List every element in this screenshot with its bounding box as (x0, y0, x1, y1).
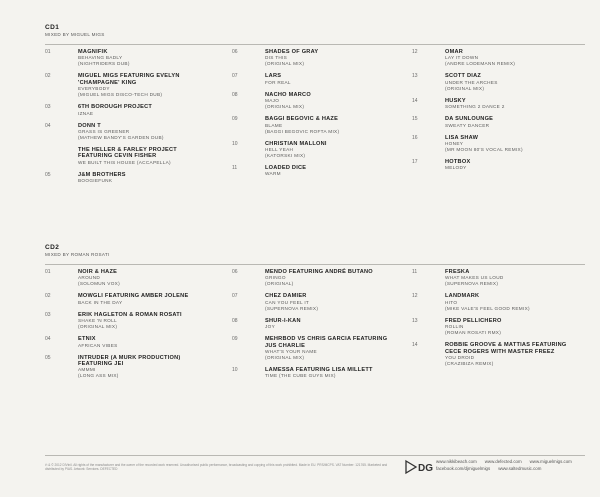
track-artist: MENDO FEATURING ANDRÉ BUTANO (265, 269, 373, 275)
track-title: (ORIGINAL) (265, 281, 294, 287)
track-artist: SHADES OF GRAY (265, 49, 319, 55)
track-number: 12 (412, 293, 418, 300)
track-artist: ETNIX (78, 336, 96, 343)
cd2-subtitle: MIXED BY ROMAN ROSATI (45, 252, 110, 257)
track-title: (MR MOON 80'S VOCAL REMIX) (445, 147, 523, 153)
track-artist: CHRISTIAN MALLONI (265, 140, 327, 147)
cd1-divider (45, 44, 585, 45)
label-logo-icon (405, 460, 431, 474)
track-number: 02 (45, 293, 51, 300)
track-number: 09 (232, 336, 238, 343)
track-item (232, 92, 397, 110)
cd1-subtitle: MIXED BY MIGUEL MIGS (45, 32, 105, 37)
track-title: AROUND (78, 275, 101, 281)
track-artist: MAGNIFIK (78, 49, 108, 55)
track-title: BACK IN THE DAY (78, 299, 123, 305)
track-number: 15 (412, 116, 418, 123)
track-number: 14 (412, 342, 418, 349)
track-title: MAJO (265, 98, 280, 104)
track-item (232, 116, 397, 134)
track-item (232, 269, 397, 287)
track-title: IZNAE (78, 110, 94, 116)
cd1-column-2 (232, 49, 397, 183)
track-item (232, 49, 397, 67)
footer-links (436, 458, 596, 472)
track-number: 04 (45, 336, 51, 343)
track-number: 06 (232, 49, 238, 55)
track-title: UNDER THE ARCHES (445, 79, 498, 85)
track-artist: FRESKA (445, 269, 470, 275)
track-item (232, 318, 397, 330)
track-title: (SUPERNOVA REMIX) (265, 305, 319, 311)
cd2-divider (45, 264, 585, 265)
track-number: 03 (45, 311, 51, 318)
track-artist: DA SUNLOUNGE (445, 116, 494, 123)
cd2-column-1 (45, 269, 210, 385)
track-title: DIS THIS (265, 55, 288, 61)
track-title: SOMETHING 2 DANCE 2 (445, 104, 505, 110)
track-artist: DONN T (78, 122, 101, 129)
track-artist: LARS (265, 73, 282, 80)
track-item (232, 336, 397, 361)
track-item (45, 355, 210, 380)
track-number: 10 (232, 367, 238, 374)
cd2-header (45, 244, 110, 257)
track-artist: SCOTT DIAZ (445, 73, 482, 80)
track-artist: SHUR-I-KAN (265, 317, 301, 324)
track-number: 17 (412, 159, 418, 166)
track-artist: HOTBOX (445, 159, 471, 166)
track-item (232, 293, 397, 311)
track-number: 16 (412, 134, 418, 141)
track-artist: J&M BROTHERS (78, 171, 126, 178)
track-artist: HUSKY (445, 97, 466, 104)
track-item (412, 318, 577, 336)
track-number: 08 (232, 317, 238, 324)
track-title: (ANDRE LODEMANN REMIX) (445, 61, 516, 67)
track-item (412, 98, 577, 110)
track-title: (SUPERNOVA REMIX) (445, 281, 499, 287)
track-item (412, 293, 577, 311)
track-title: HONEY (445, 141, 464, 147)
track-item (45, 147, 210, 166)
track-number: 04 (45, 122, 51, 129)
track-item (45, 49, 210, 67)
cd1-header (45, 24, 105, 37)
track-item (45, 104, 210, 116)
track-number: 05 (45, 354, 51, 361)
track-title: WHAT'S YOUR NAME (265, 349, 317, 355)
footer-link[interactable]: www.miguelmigs.com (529, 459, 572, 464)
track-artist: OMAR (445, 49, 464, 55)
track-artist: LOADED DICE (265, 165, 307, 172)
track-title: ROLLIN (445, 324, 464, 330)
track-number: 06 (232, 269, 238, 275)
track-title: (ROMAN ROSATI RMX) (445, 330, 502, 336)
track-item (412, 269, 577, 287)
track-title: YOU DROID (445, 355, 475, 361)
track-number: 02 (45, 73, 51, 80)
track-title: JOY (265, 324, 276, 330)
footer-links-row-1 (436, 458, 596, 465)
track-title: MELODY (445, 165, 467, 171)
footer-link[interactable]: www.defected.com (484, 459, 522, 464)
track-item (412, 342, 577, 367)
track-artist: 6TH BOROUGH PROJECT (78, 104, 153, 111)
footer-link[interactable]: facebook.com/djmiguelmigs (436, 466, 491, 471)
track-artist: ERIK HAGLETON & ROMAN ROSATI (78, 311, 182, 318)
track-number: 01 (45, 49, 51, 55)
track-title: HELL YEAH (265, 147, 294, 153)
track-number: 01 (45, 269, 51, 275)
track-title: FOR REAL (265, 79, 291, 85)
track-item (45, 269, 210, 287)
track-title: WE BUILT THIS HOUSE (ACCAPELLA) (78, 159, 171, 165)
track-artist: CHEZ DAMIER (265, 293, 307, 300)
track-item (412, 116, 577, 128)
track-title: EVERYBODY (78, 86, 110, 92)
track-artist: MOWGLI FEATURING AMBER JOLENE (78, 293, 189, 300)
track-item (45, 293, 210, 305)
track-number: 03 (45, 104, 51, 111)
cd1-column-1 (45, 49, 210, 190)
track-number: 08 (232, 91, 238, 98)
track-artist: THE HELLER & FARLEY PROJECT FEATURING CEVIN FISHER (78, 147, 177, 160)
track-title: (NIGHTRIDERS DUB) (78, 61, 130, 67)
track-item (232, 141, 397, 159)
track-item (232, 165, 397, 177)
track-artist: FRED PELLICHERO (445, 317, 502, 324)
legal-text: ℗ & © 2012 D!Vinil. All rights of the manufacturer and the owner of the recorded work reserved. Unauthorised public performance, broadcasting and copying of this work prohibited. Made in EU. PRS/MCPS. VAT Number: 121765. Marketed and distributed by PIAS. Artwork: Services. DEFECTED (45, 463, 388, 472)
track-artist: NOIR & HAZE (78, 269, 118, 275)
track-item (232, 367, 397, 379)
track-artist: MIGUEL MIGS FEATURING EVELYN 'CHAMPAGNE' KING (78, 73, 180, 86)
track-title: (ORIGINAL MIX) (265, 104, 305, 110)
track-title: WARM (265, 171, 281, 177)
track-artist: BAGGI BEGOVIC & HAZE (265, 116, 339, 123)
track-title: GRASS IS GREENER (78, 129, 130, 135)
track-title: (KATORSKI MIX) (265, 153, 306, 159)
track-title: BEHAVING BADLY (78, 55, 123, 61)
track-artist: NACHO MARCO (265, 91, 311, 98)
track-title: SWEATY DANCER (445, 122, 490, 128)
track-title: BLAME (265, 122, 283, 128)
track-title: GRINGO (265, 275, 286, 281)
track-item (412, 159, 577, 171)
track-number: 13 (412, 73, 418, 80)
footer-link[interactable]: www.nikkibeach.com (436, 459, 477, 464)
track-title: HITO (445, 299, 458, 305)
track-title: BOOGIEFUNK (78, 178, 113, 184)
track-title: AFRICAN VIBES (78, 342, 118, 348)
track-artist: LANDMARK (445, 293, 480, 300)
track-number: 12 (412, 49, 418, 55)
footer-divider (45, 455, 585, 456)
track-number: 13 (412, 317, 418, 324)
track-title: SHAKE 'N ROLL (78, 318, 117, 324)
track-title: (ORIGINAL MIX) (78, 324, 118, 330)
track-title: (BAGGI BEGOVIC ROFTA MIX) (265, 128, 340, 134)
logo-text: DG (418, 463, 433, 474)
track-title: (MATHEW BANDY'S GARDEN DUB) (78, 135, 164, 141)
cd2-column-3 (412, 269, 577, 373)
footer-link[interactable]: www.saltedmusic.com (498, 466, 542, 471)
track-title: WHAT MAKES US LOUD (445, 275, 504, 281)
track-title: (ORIGINAL MIX) (265, 61, 305, 67)
track-item (412, 135, 577, 153)
track-title: CAN YOU FEEL IT (265, 299, 310, 305)
track-number: 10 (232, 140, 238, 147)
track-title: AMMMI (78, 367, 96, 373)
track-number: 07 (232, 73, 238, 80)
cd2-column-2 (232, 269, 397, 385)
track-artist: INTRUDER (A MURK PRODUCTION) FEATURING JEI (78, 354, 181, 368)
track-title: (CRAZIBIZA REMIX) (445, 361, 494, 367)
track-title: (MIGUEL MIGS DISCO-TECH DUB) (78, 92, 163, 98)
cd2-title: CD2 (45, 244, 60, 251)
track-title: (ORIGINAL MIX) (445, 85, 485, 91)
track-title: (MIKE VALE'S FEEL GOOD REMIX) (445, 305, 530, 311)
track-number: 07 (232, 293, 238, 300)
track-title: LAY IT DOWN (445, 55, 479, 61)
track-item (412, 73, 577, 91)
track-title: (LONG ASS MIX) (78, 373, 119, 379)
track-number: 11 (412, 269, 418, 275)
track-item (232, 73, 397, 85)
track-item (412, 49, 577, 67)
track-item (45, 172, 210, 184)
track-number: 14 (412, 97, 418, 104)
track-artist: ROBBIE GROOVE & MATTIAS FEATURING CECE ROGERS WITH MASTER FREEZ (445, 342, 567, 355)
track-number: 11 (232, 165, 238, 172)
track-artist: LAMESSA FEATURING LISA MILLETT (265, 367, 373, 374)
track-title: TIME (THE CUBE GUYS MIX) (265, 373, 336, 379)
track-artist: MEHRBOD VS CHRIS GARCIA FEATURING JUS CHARLIE (265, 336, 388, 349)
cd1-column-3 (412, 49, 577, 177)
track-item (45, 336, 210, 348)
track-title: (SOLOMUN VOX) (78, 281, 120, 287)
track-item (45, 73, 210, 98)
track-title: (ORIGINAL MIX) (265, 355, 305, 361)
track-number: 05 (45, 171, 51, 178)
track-item (45, 312, 210, 330)
track-artist: LISA SHAW (445, 134, 479, 141)
footer-links-row-2 (436, 465, 596, 472)
track-number: 09 (232, 116, 238, 123)
cd1-title: CD1 (45, 24, 60, 31)
track-item (45, 123, 210, 141)
